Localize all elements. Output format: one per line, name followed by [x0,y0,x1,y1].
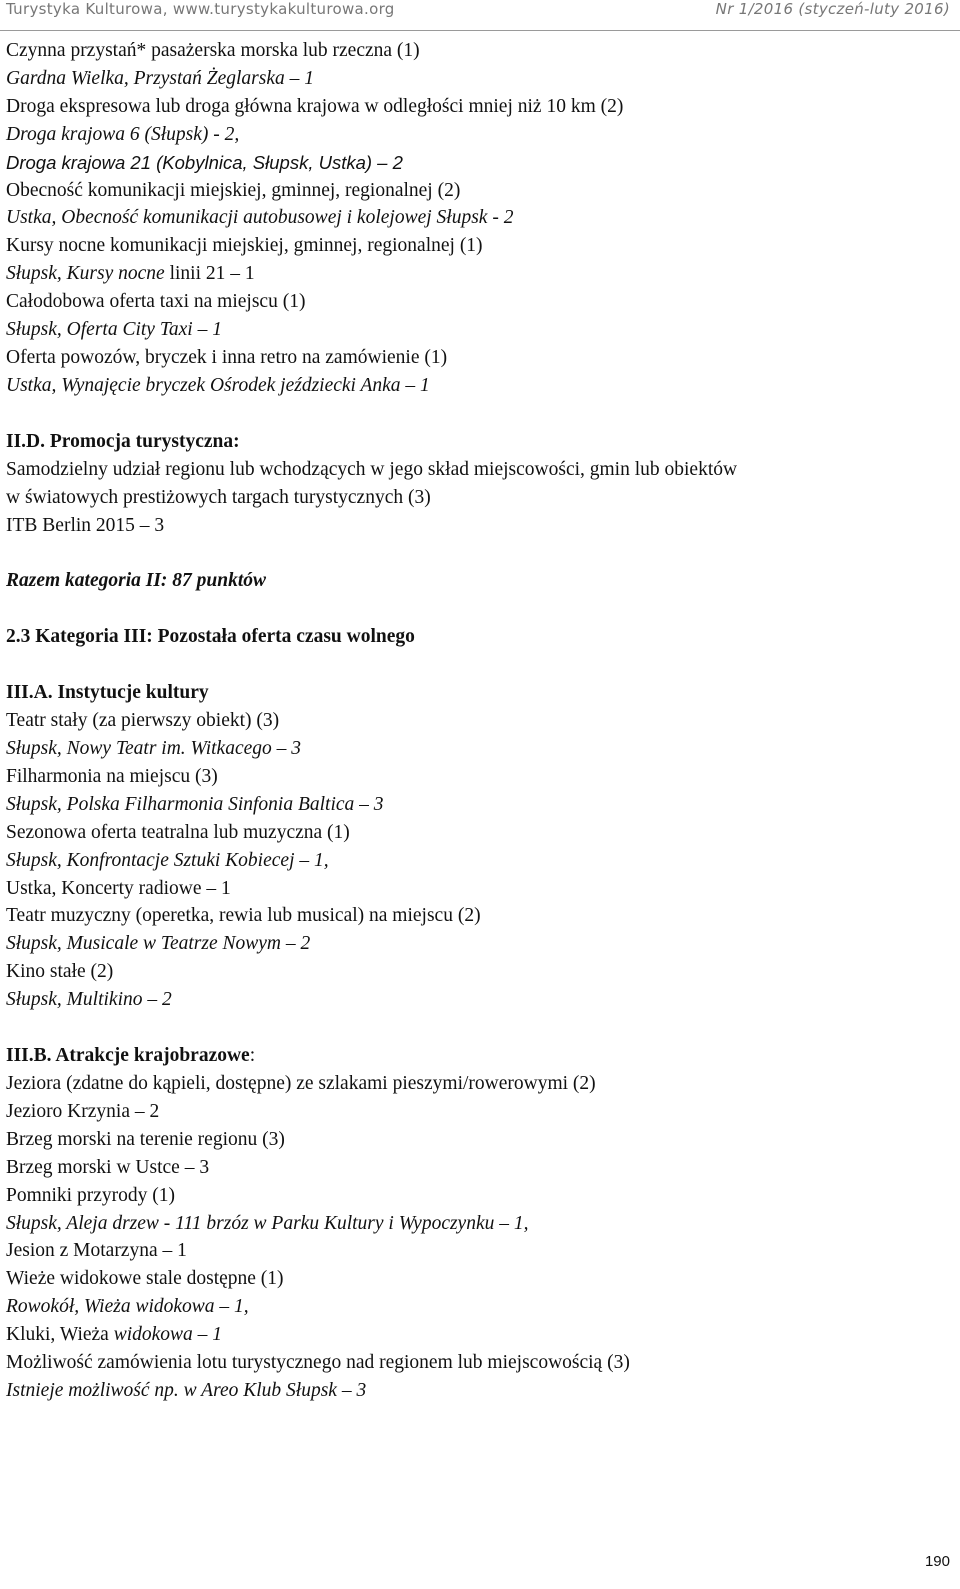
page-header [0,0,960,31]
category-heading: 2.3 Kategoria III: Pozostała oferta czasu wolnego [6,626,415,648]
example-line: Słupsk, Oferta City Taxi – 1 [6,319,222,341]
example-line: ITB Berlin 2015 – 3 [6,514,165,536]
example-detail: widokowa – 1 [108,1324,223,1346]
example-line: Słupsk, Aleja drzew - 111 brzóz w Parku Kultury i Wypoczynku – 1, [6,1212,529,1234]
example-line: Słupsk, Multikino – 2 [6,989,172,1011]
example-line: Rowokół, Wieża widokowa – 1, [6,1296,249,1318]
example-line: Słupsk, Nowy Teatr im. Witkacego – 3 [6,738,302,760]
example-line: Słupsk, Polska Filharmonia Sinfonia Baltica – 3 [6,793,384,815]
criterion-line: Kino stałe (2) [6,961,114,983]
criterion-line: Pomniki przyrody (1) [6,1184,175,1206]
criterion-line: w światowych prestiżowych targach turystycznych (3) [6,486,431,508]
section-heading: II.D. Promocja turystyczna: [6,430,240,452]
example-place: Kluki, Wieża [6,1324,109,1346]
example-detail: linii 21 – 1 [164,263,255,285]
criterion-line: Obecność komunikacji miejskiej, gminnej, regionalnej (2) [6,179,461,201]
example-line [6,260,952,288]
example-line: Brzeg morski w Ustce – 3 [6,1156,210,1178]
section-heading-colon: : [249,1045,256,1067]
journal-title: Turystyka Kulturowa, www.turystykakulturowa.org [6,0,395,18]
section-heading [6,1042,952,1070]
example-place: Słupsk, Kursy nocne [6,263,165,285]
example-line: Słupsk, Konfrontacje Sztuki Kobiecej – 1, [6,849,329,871]
criterion-line: Kursy nocne komunikacji miejskiej, gminnej, regionalnej (1) [6,235,483,257]
criterion-line: Teatr stały (za pierwszy obiekt) (3) [6,710,280,732]
criterion-line: Brzeg morski na terenie regionu (3) [6,1128,285,1150]
example-line: Istnieje możliwość np. w Areo Klub Słupsk – 3 [6,1379,367,1401]
criterion-line: Filharmonia na miejscu (3) [6,765,218,787]
example-line [6,1321,952,1349]
section-heading: III.A. Instytucje kultury [6,682,209,704]
criterion-line: Wieże widokowe stale dostępne (1) [6,1268,284,1290]
criterion-line: Samodzielny udział regionu lub wchodzących w jego skład miejscowości, gmin lub obiektów [6,458,738,480]
criterion-line: Całodobowa oferta taxi na miejscu (1) [6,291,306,313]
example-line: Ustka, Wynajęcie bryczek Ośrodek jeździecki Anka – 1 [6,374,430,396]
criterion-line: Sezonowa oferta teatralna lub muzyczna (1) [6,821,350,843]
example-line: Jezioro Krzynia – 2 [6,1100,160,1122]
example-line: Jesion z Motarzyna – 1 [6,1240,187,1262]
criterion-line: Jeziora (zdatne do kąpieli, dostępne) ze szlakami pieszymi/rowerowymi (2) [6,1073,596,1094]
issue-label: Nr 1/2016 (styczeń-luty 2016) [715,0,950,18]
example-line: Słupsk, Musicale w Teatrze Nowym – 2 [6,933,311,955]
section-heading-text: III.B. Atrakcje krajobrazowe [6,1045,250,1067]
example-line: Ustka, Koncerty radiowe – 1 [6,877,231,899]
criterion-line: Czynna przystań* pasażerska morska lub rzeczna (1) [6,40,420,61]
document-body [6,37,952,1405]
category-summary: Razem kategoria II: 87 punktów [6,570,267,592]
example-line: Ustka, Obecność komunikacji autobusowej i kolejowej Słupsk - 2 [6,207,514,229]
example-line: Droga krajowa 21 (Kobylnica, Słupsk, Ustka) – 2 [6,151,403,173]
criterion-line: Możliwość zamówienia lotu turystycznego nad regionem lub miejscowością (3) [6,1352,630,1374]
criterion-line: Oferta powozów, bryczek i inna retro na zamówienie (1) [6,346,448,368]
example-line: Gardna Wielka, Przystań Żeglarska – 1 [6,67,315,89]
criterion-line: Droga ekspresowa lub droga główna krajowa w odległości mniej niż 10 km (2) [6,95,624,117]
page-number: 190 [924,1553,950,1570]
criterion-line: Teatr muzyczny (operetka, rewia lub musical) na miejscu (2) [6,905,481,927]
example-line: Droga krajowa 6 (Słupsk) - 2, [6,123,240,145]
